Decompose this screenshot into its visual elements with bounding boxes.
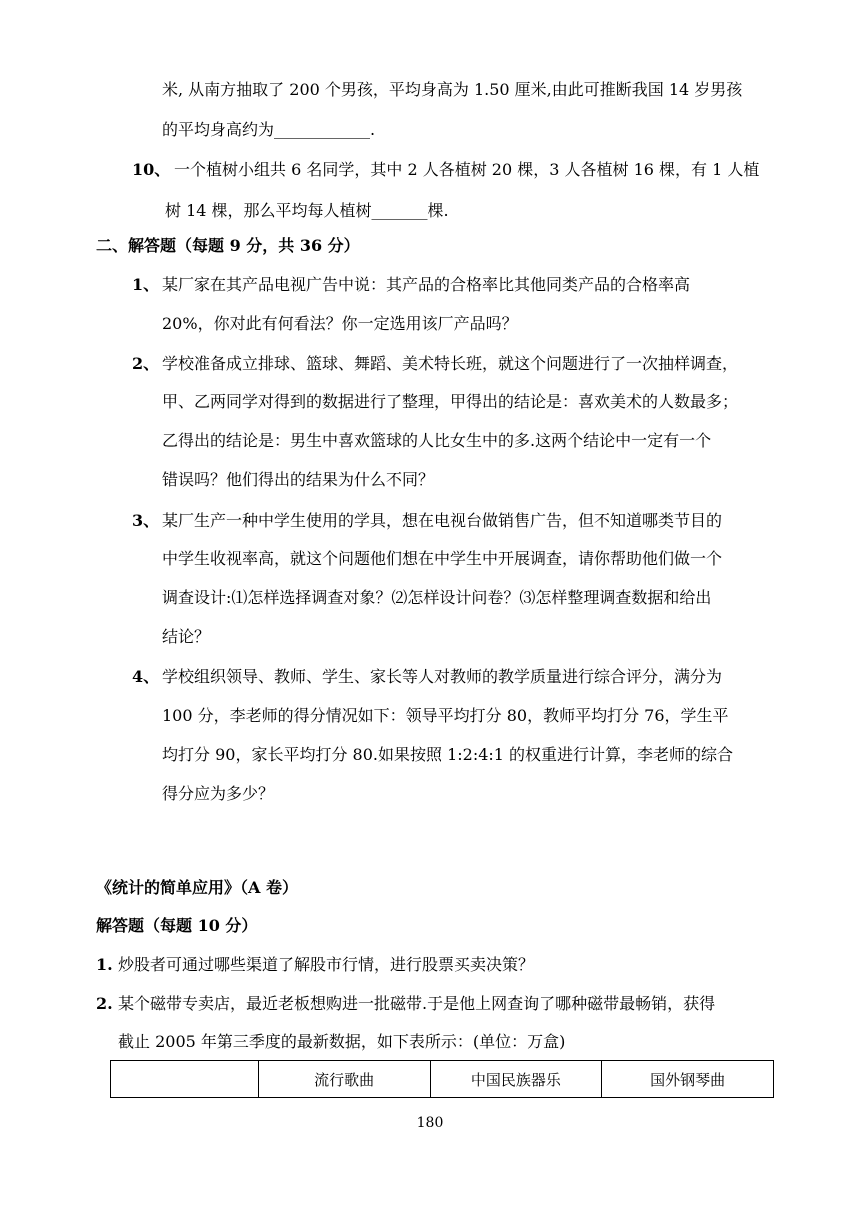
q9-line2: 的平均身高约为____________. (162, 120, 376, 139)
problem-1-number: 1、 (132, 275, 160, 294)
table-header-cell (111, 1061, 259, 1098)
problem-3-number: 3、 (132, 511, 160, 530)
problem-3-line: 某厂生产一种中学生使用的学具，想在电视台做销售广告，但不知道哪类节目的 (162, 511, 723, 530)
q9-line1: 米, 从南方抽取了 200 个男孩，平均身高为 1.50 厘米,由此可推断我国 14 岁男孩 (162, 80, 743, 99)
page-number: 180 (416, 1115, 444, 1131)
problem-2-number: 2、 (132, 354, 160, 373)
problem-3-line: 中学生收视率高，就这个问题他们想在中学生中开展调查，请你帮助他们做一个 (162, 549, 723, 568)
q10-number: 10、 (132, 160, 171, 179)
table-header-cell: 中国民族器乐 (430, 1061, 602, 1098)
problem-3-line: 调查设计:⑴怎样选择调查对象？⑵怎样设计问卷？⑶怎样整理调查数据和给出 (162, 588, 712, 607)
problem-4-line: 100 分，李老师的得分情况如下：领导平均打分 80，教师平均打分 76，学生平 (162, 706, 729, 725)
section-heading: 二、解答题（每题 9 分，共 36 分） (96, 236, 360, 255)
problem-4-line: 学校组织领导、教师、学生、家长等人对教师的教学质量进行综合评分，满分为 (162, 667, 723, 686)
table-header-cell: 国外钢琴曲 (602, 1061, 774, 1098)
sales-table (110, 1060, 774, 1098)
a-q2-line1: 某个磁带专卖店，最近老板想购进一批磁带.于是他上网查询了哪种磁带最畅销，获得 (118, 994, 716, 1013)
problem-1-line: 20%，你对此有何看法？你一定选用该厂产品吗？ (162, 314, 518, 333)
problem-4-line: 均打分 90，家长平均打分 80.如果按照 1:2:4:1 的权重进行计算，李老师的综合 (162, 745, 734, 764)
problem-4-line: 得分应为多少？ (162, 784, 275, 803)
problem-2-line: 甲、乙两同学对得到的数据进行了整理，甲得出的结论是：喜欢美术的人数最多； (162, 392, 739, 411)
problem-2-line: 学校准备成立排球、篮球、舞蹈、美术特长班，就这个问题进行了一次抽样调查， (162, 354, 739, 373)
problem-2-line: 错误吗？他们得出的结果为什么不同？ (162, 470, 435, 489)
problem-1-line: 某厂家在其产品电视广告中说：其产品的合格率比其他同类产品的合格率高 (162, 275, 691, 294)
section-a-subheading: 解答题（每题 10 分） (96, 916, 258, 935)
q10-line1: 一个植树小组共 6 名同学，其中 2 人各植树 20 棵，3 人各植树 16 棵，有 1 人植 (174, 160, 760, 179)
a-q2-number: 2. (96, 994, 113, 1013)
problem-3-line: 结论？ (162, 627, 211, 646)
table-header-row (111, 1061, 774, 1098)
section-a-title: 《统计的简单应用》（A 卷） (96, 878, 298, 897)
problem-2-line: 乙得出的结论是：男生中喜欢篮球的人比女生中的多.这两个结论中一定有一个 (162, 431, 712, 450)
problem-4-number: 4、 (132, 667, 160, 686)
q10-line2: 树 14 棵，那么平均每人植树_______棵. (165, 201, 449, 220)
a-q2-line2: 截止 2005 年第三季度的最新数据，如下表所示：(单位：万盒) (118, 1032, 566, 1051)
a-q1-text: 炒股者可通过哪些渠道了解股市行情，进行股票买卖决策？ (118, 955, 535, 974)
a-q1-number: 1. (96, 955, 113, 974)
table-header-cell: 流行歌曲 (258, 1061, 430, 1098)
